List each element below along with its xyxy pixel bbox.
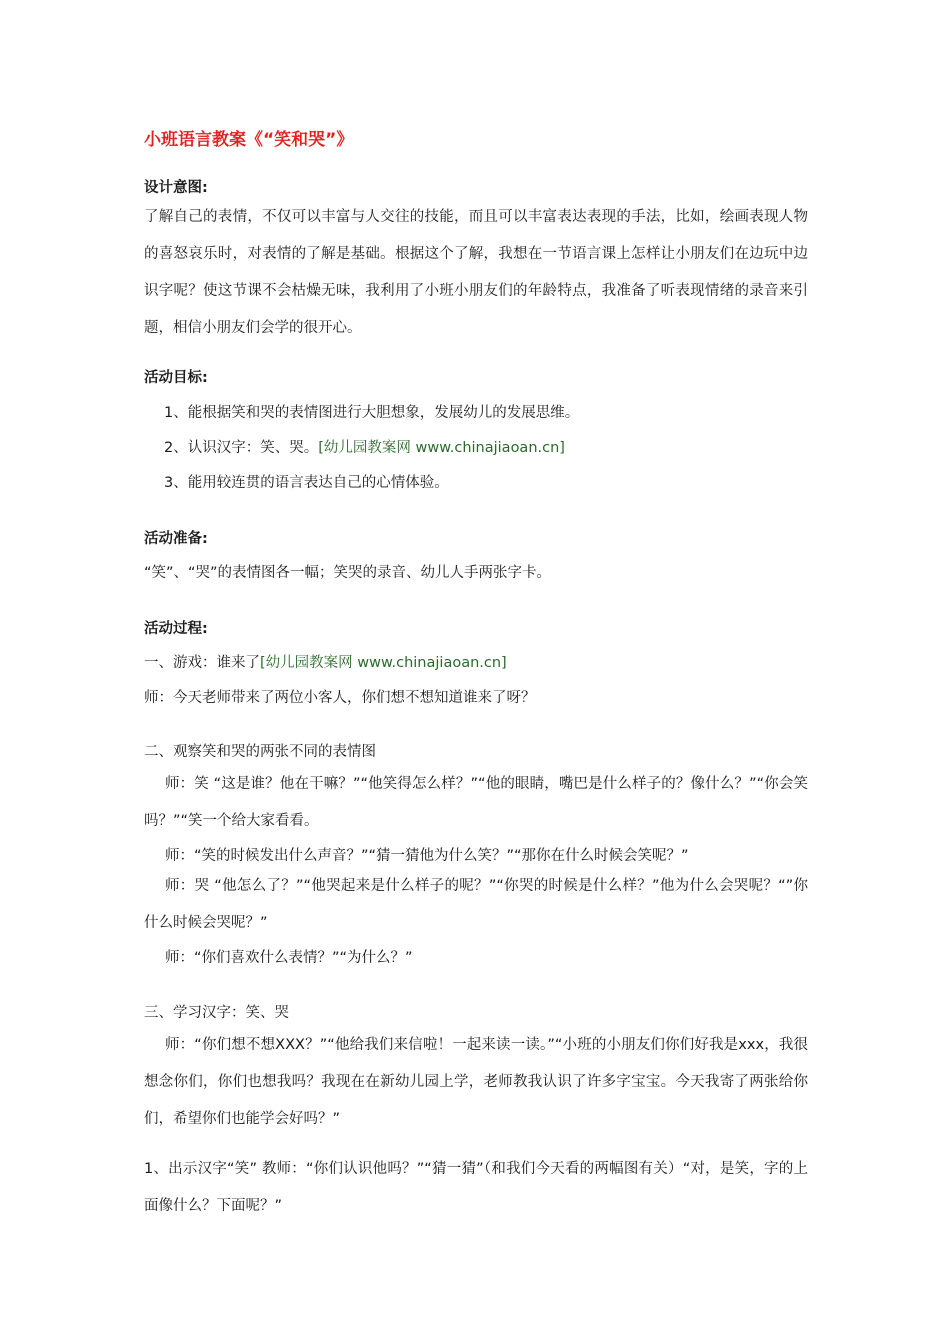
step3-item-1: 1、出示汉字“笑” 教师：“你们认识他吗？”“猜一猜”（和我们今天看的两幅图有关）“对，是笑，字的上面像什么？下面呢？”	[144, 1161, 808, 1214]
step2-title: 二、观察笑和哭的两张不同的表情图	[144, 744, 376, 760]
step2-paragraph-2: 师：“笑的时候发出什么声音？”“猜一猜他为什么笑？”“那你在什么时候会笑呢？”	[165, 848, 689, 864]
design-heading: 设计意图:	[144, 180, 208, 196]
step2-paragraph-1: 师：笑 “这是谁？他在干嘛？”“他笑得怎么样？”“他的眼睛，嘴巴是什么样子的？像什么？”“你会笑吗？”“笑一个给大家看看。	[144, 776, 808, 829]
step3-title: 三、学习汉字：笑、哭	[144, 1005, 289, 1021]
process-heading: 活动过程:	[144, 621, 208, 637]
step1-title	[144, 651, 507, 672]
step2-paragraph-4: 师：“你们喜欢什么表情？”“为什么？”	[165, 950, 413, 966]
goal-item-2-text: 2、认识汉字：笑、哭。	[164, 440, 319, 456]
prep-heading: 活动准备:	[144, 531, 208, 547]
design-paragraph: 了解自己的表情，不仅可以丰富与人交往的技能，而且可以丰富表达表现的手法，比如，绘画表现人物的喜怒哀乐时，对表情的了解是基础。根据这个了解，我想在一节语言课上怎样让小朋友们在边玩中边识字呢？使这节课不会枯燥无味，我利用了小班小朋友们的年龄特点，我准备了听表现情绪的录音来引题，相信小朋友们会学的很开心。	[144, 209, 808, 336]
goal-item-2-link[interactable]: [幼儿园教案网 www.chinajiaoan.cn]	[318, 440, 565, 456]
step3-paragraph-1: 师：“你们想不想XXX？”“他给我们来信啦！一起来读一读。”“小班的小朋友们你们好我是xxx，我很想念你们，你们也想我吗？我现在在新幼儿园上学，老师教我认识了许多字宝宝。今天我寄了两张给你们，希望你们也能学会好吗？”	[144, 1037, 808, 1127]
prep-text: “笑”、“哭”的表情图各一幅；笑哭的录音、幼儿人手两张字卡。	[144, 565, 552, 581]
step1-teacher-line: 师：今天老师带来了两位小客人，你们想不想知道谁来了呀？	[144, 690, 536, 706]
step1-link[interactable]: [幼儿园教案网 www.chinajiaoan.cn]	[260, 655, 507, 671]
goal-item-3: 3、能用较连贯的语言表达自己的心情体验。	[164, 475, 449, 491]
document-title: 小班语言教案《“笑和哭”》	[144, 130, 354, 150]
goal-item-1: 1、能根据笑和哭的表情图进行大胆想象，发展幼儿的发展思维。	[164, 405, 580, 421]
step1-text: 一、游戏：谁来了	[144, 655, 260, 671]
goal-item-2	[164, 436, 565, 457]
step2-paragraph-3: 师：哭 “他怎么了？”“他哭起来是什么样子的呢？”“你哭的时候是什么样？”他为什么会哭呢？“”你什么时候会哭呢？”	[144, 878, 808, 931]
goals-heading: 活动目标:	[144, 370, 208, 386]
